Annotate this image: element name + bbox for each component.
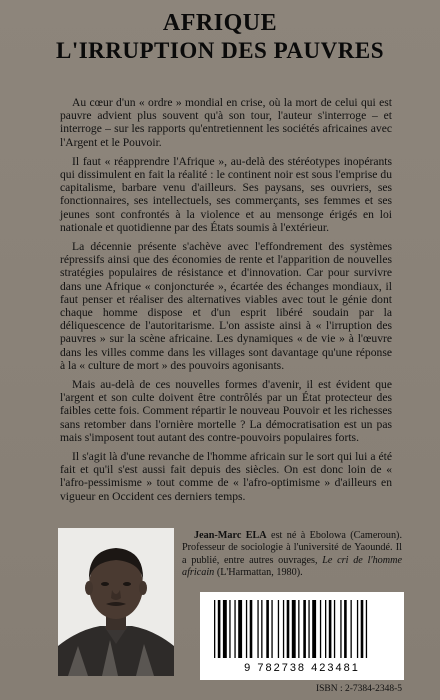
title-line-1: AFRIQUE <box>162 10 278 36</box>
blurb-paragraph-4: Mais au-delà de ces nouvelles formes d'avenir, il est évident que l'argent et son culte doivent être contrôlés par un État protecteur des faibles cette fois. Comment répartir le nouveau Pouvoir et les richesses sans retomber dans l'ornière mortelle ? La démocratisation est un pas mais s'imposent tout autant des contre-pouvoirs populaires forts. <box>60 378 392 444</box>
side-printer-credit-mark <box>414 592 424 682</box>
blurb-paragraph-3: La décennie présente s'achève avec l'effondrement des systèmes répressifs ainsi que des économies de rente et l'apparition de nouvelles stratégies populaires de résistance et d'innovation. Car pour survivre dans une Afrique « conjoncturée », écartée des échanges mondiaux, il faut penser et réaliser des alternatives viables avec tout le génie dont chaque homme dispose et d'un esprit libéré soudain par la déliquescence de l'autoritarisme. L'on assiste ainsi à « l'irruption des pauvres » sur la scène africaine. Les dynamiques « de vie » à l'œuvre dans les villes comme dans les villages sont davantage qu'une réponse à la « culture de mort » des pouvoirs agonisants. <box>60 240 392 372</box>
blurb-text <box>60 96 392 509</box>
author-bio-part-1: est né à Ebolowa (Cameroun). Professeur de sociologie à l'université de Yaoundé. Il a publié, entre autres ouvrages, <box>182 530 402 566</box>
author-photo <box>58 528 174 676</box>
author-bio-part-2: (L'Harmattan, 1980). <box>214 567 303 579</box>
barcode <box>200 592 404 680</box>
blurb-paragraph-2: Il faut « réapprendre l'Afrique », au-delà des stéréotypes inopérants qui dissimulent en fait la réalité : le continent noir est sous l'emprise du capitalisme, barbare venu d'ailleurs. Ses paysans, ses ouvriers, ses fonctionnaires, ses intellectuels, ses commerçants, ses femmes et ses jeunes sont confrontés à la violence et au mensonge érigés en loi nationale et quotidienne par des États soumis à l'extérieur. <box>60 154 392 234</box>
author-bio <box>182 530 402 580</box>
title-line-2: L'IRRUPTION DES PAUVRES <box>55 38 384 63</box>
blurb-paragraph-5: Il s'agit là d'une revanche de l'homme africain sur le sort qui lui a été fait et qu'il s'est aussi fait depuis des siècles. On est donc loin de « l'afro-pessimisme » tout comme de « l'afro-optimisme » d'ailleurs en vigueur en Occident ces derniers temps. <box>60 450 392 503</box>
blurb-paragraph-1: Au cœur d'un « ordre » mondial en crise, où la mort de celui qui est pauvre advient plus souvent qu'à son tour, l'auteur s'interroge – et interroge – sur les rapports qu'entretiennent les sociétés africaines avec l'Argent et le Pouvoir. <box>60 96 392 149</box>
author-portrait-image <box>58 528 174 676</box>
author-name: Jean-Marc ELA <box>194 530 267 541</box>
barcode-bars <box>200 592 404 662</box>
author-book-title: Le cri de l'homme africain <box>182 554 402 579</box>
isbn: ISBN : 2-7384-2348-5 <box>315 684 402 694</box>
barcode-number: 9 782738 423481 <box>244 662 360 674</box>
author-bio-paragraph <box>182 530 402 580</box>
